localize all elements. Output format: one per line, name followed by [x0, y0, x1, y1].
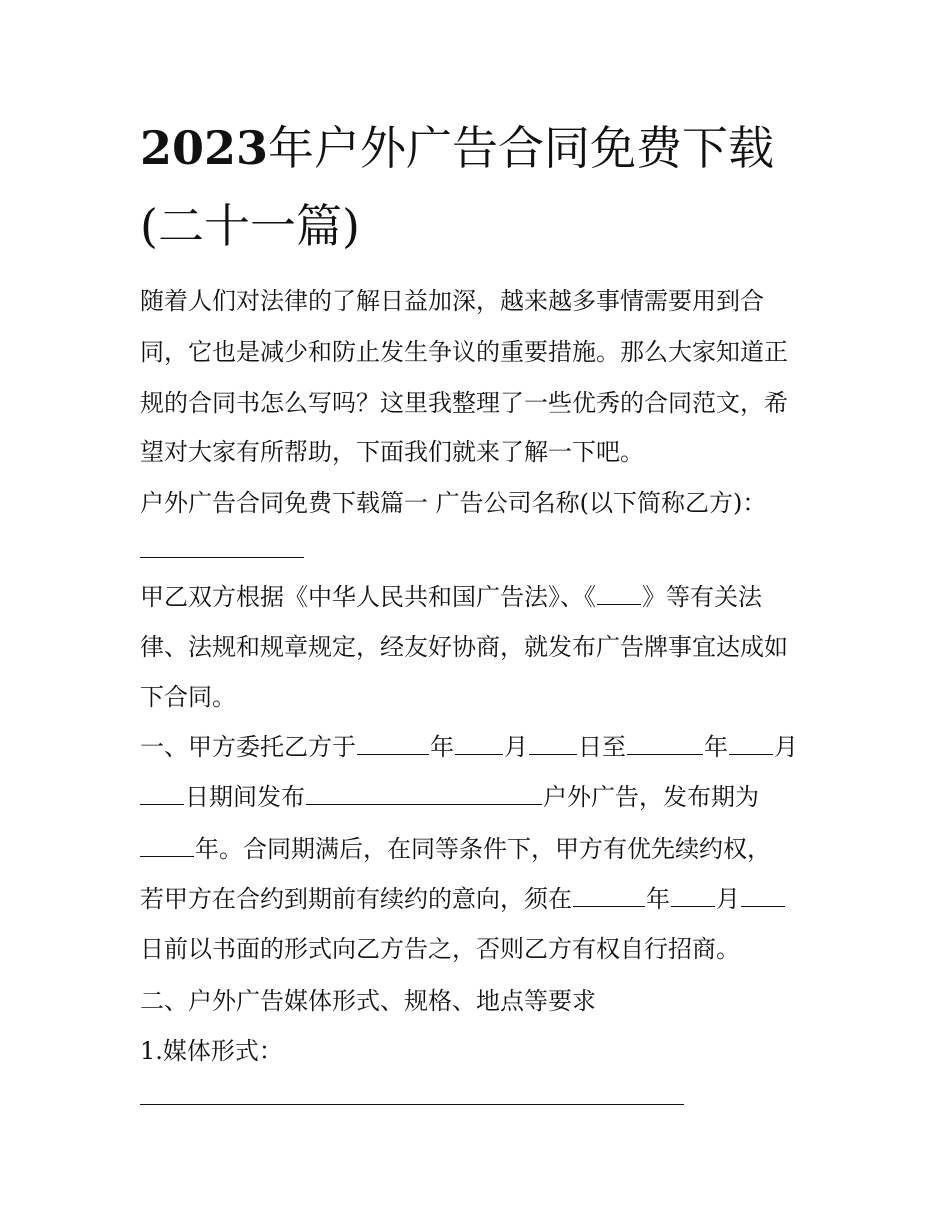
blank-field	[741, 884, 785, 907]
blank-line-company	[140, 557, 304, 558]
blank-field	[357, 732, 429, 755]
title-text: 年户外广告合同免费下载	[268, 121, 775, 175]
blank-field	[306, 782, 542, 805]
blank-field	[729, 732, 773, 755]
intro-line-2: 同，它也是减少和防止发生争议的重要措施。那么大家知道正	[140, 338, 788, 366]
paragraph-line: 律、法规和规章规定，经友好协商，就发布广告牌事宜达成如	[140, 633, 788, 661]
clause-1-line-4: 若甲方在合约到期前有续约的意向，须在 年 月	[140, 884, 786, 914]
blank-field	[455, 732, 503, 755]
blank-field	[140, 782, 184, 805]
blank-field	[529, 732, 577, 755]
item-1-label: 1.媒体形式：	[140, 1037, 283, 1065]
clause-1-line-2: 日期间发布 户外广告，发布期为	[140, 782, 759, 812]
page-title-line2: (二十一篇)	[140, 199, 360, 253]
clause-1-line-3: 年。合同期满后，在同等条件下，甲方有优先续约权，	[140, 834, 771, 864]
intro-line-1: 随着人们对法律的了解日益加深，越来越多事情需要用到合	[140, 287, 764, 315]
blank-field	[140, 834, 194, 857]
intro-line-4: 望对大家有所帮助，下面我们就来了解一下吧。	[140, 438, 644, 466]
intro-line-3: 规的合同书怎么写吗？这里我整理了一些优秀的合同范文，希	[140, 389, 788, 417]
blank-field	[627, 732, 703, 755]
section-heading-1: 户外广告合同免费下载篇一 广告公司名称(以下简称乙方)：	[140, 489, 767, 517]
blank-field	[597, 582, 641, 605]
paragraph-line: 下合同。	[140, 683, 236, 711]
blank-line-media-form	[140, 1104, 684, 1105]
page-title	[140, 120, 830, 176]
blank-field	[671, 884, 715, 907]
clause-1-line-5: 日前以书面的形式向乙方告之，否则乙方有权自行招商。	[140, 935, 740, 963]
title-year: 2023	[140, 121, 269, 175]
clause-1-line-1: 一、甲方委托乙方于 年 月 日至 年 月	[140, 733, 798, 761]
paragraph-line: 甲乙双方根据《中华人民共和国广告法》、《 》等有关法	[140, 583, 762, 611]
clause-2-heading: 二、户外广告媒体形式、规格、地点等要求	[140, 987, 596, 1015]
blank-field	[573, 884, 645, 907]
